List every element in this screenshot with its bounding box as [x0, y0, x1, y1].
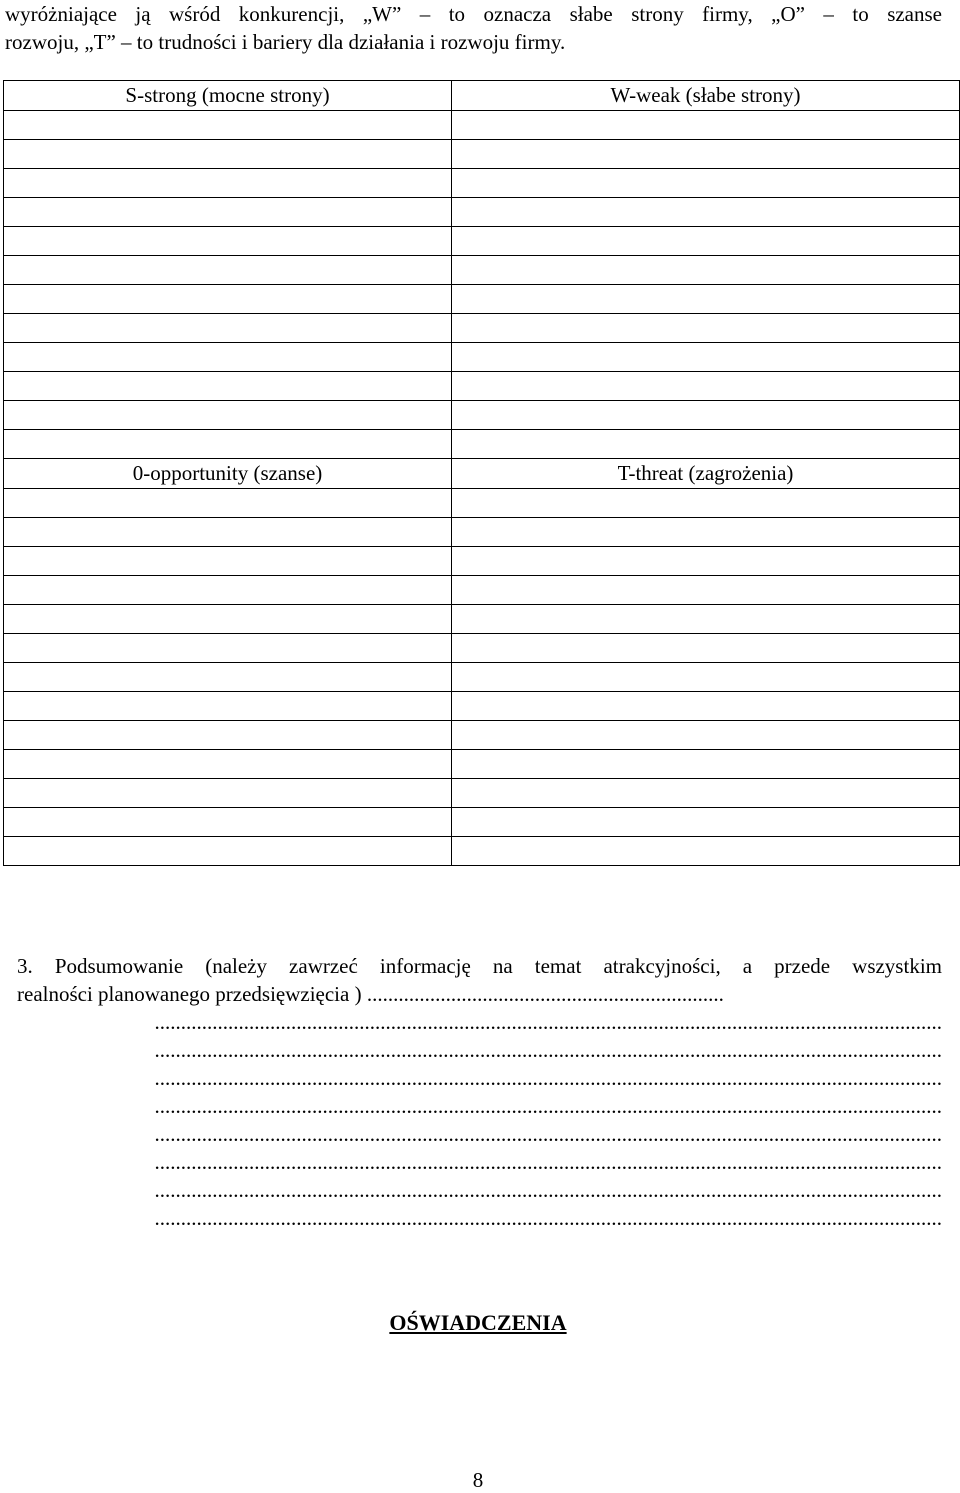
weak-cell[interactable] [452, 111, 960, 140]
weak-cell[interactable] [452, 227, 960, 256]
weak-cell[interactable] [452, 285, 960, 314]
swot-header-row-ot [4, 459, 960, 489]
swot-header-row-sw [4, 81, 960, 111]
opportunity-cell[interactable] [4, 634, 452, 663]
intro-line-2: rozwoju, „T” – to trudności i bariery dla działania i rozwoju firmy. [5, 30, 566, 54]
strong-cell[interactable] [4, 198, 452, 227]
threat-cell[interactable] [452, 692, 960, 721]
swot-row [4, 227, 960, 256]
dotted-answer-line[interactable]: ...................................................................................................................................................... [154, 1122, 942, 1146]
opportunity-cell[interactable] [4, 779, 452, 808]
swot-row [4, 518, 960, 547]
swot-row [4, 111, 960, 140]
strong-cell[interactable] [4, 343, 452, 372]
threat-cell[interactable] [452, 808, 960, 837]
opportunity-cell[interactable] [4, 721, 452, 750]
strong-cell[interactable] [4, 430, 452, 459]
threat-header: T-threat (zagrożenia) [452, 459, 960, 489]
swot-row [4, 401, 960, 430]
dotted-answer-line[interactable]: ...................................................................................................................................................... [154, 1178, 942, 1202]
summary-line-1: 3. Podsumowanie (należy zawrzeć informację na temat atrakcyjności, a przede wszystkim [17, 954, 942, 978]
swot-row [4, 750, 960, 779]
strong-cell[interactable] [4, 111, 452, 140]
weak-cell[interactable] [452, 343, 960, 372]
threat-cell[interactable] [452, 779, 960, 808]
swot-row [4, 314, 960, 343]
strong-cell[interactable] [4, 401, 452, 430]
dotted-answer-line[interactable]: ...................................................................................................................................................... [154, 1066, 942, 1090]
swot-row [4, 547, 960, 576]
opportunity-cell[interactable] [4, 576, 452, 605]
opportunity-cell[interactable] [4, 547, 452, 576]
threat-cell[interactable] [452, 663, 960, 692]
opportunity-cell[interactable] [4, 750, 452, 779]
intro-paragraph [5, 0, 942, 56]
swot-row [4, 634, 960, 663]
opportunity-cell[interactable] [4, 808, 452, 837]
weak-cell[interactable] [452, 169, 960, 198]
dotted-answer-line[interactable]: ...................................................................................................................................................... [154, 1038, 942, 1062]
swot-row [4, 343, 960, 372]
swot-row [4, 372, 960, 401]
section-heading: OŚWIADCZENIA [389, 1310, 567, 1335]
swot-row [4, 721, 960, 750]
summary-line-2: realności planowanego przedsięwzięcia ) .................................................................... [17, 982, 724, 1006]
threat-cell[interactable] [452, 605, 960, 634]
swot-row [4, 430, 960, 459]
dotted-answer-line[interactable]: ...................................................................................................................................................... [154, 1206, 942, 1230]
swot-row [4, 285, 960, 314]
opportunity-cell[interactable] [4, 837, 452, 866]
opportunity-cell[interactable] [4, 605, 452, 634]
threat-cell[interactable] [452, 547, 960, 576]
page-number: 8 [472, 1468, 484, 1492]
swot-row [4, 663, 960, 692]
opportunity-cell[interactable] [4, 489, 452, 518]
strong-cell[interactable] [4, 314, 452, 343]
swot-row [4, 140, 960, 169]
weak-header: W-weak (słabe strony) [452, 81, 960, 111]
weak-cell[interactable] [452, 314, 960, 343]
swot-row [4, 605, 960, 634]
strong-cell[interactable] [4, 140, 452, 169]
threat-cell[interactable] [452, 750, 960, 779]
strong-header: S-strong (mocne strony) [4, 81, 452, 111]
swot-row [4, 198, 960, 227]
swot-row [4, 576, 960, 605]
opportunity-cell[interactable] [4, 692, 452, 721]
opportunity-cell[interactable] [4, 663, 452, 692]
threat-cell[interactable] [452, 576, 960, 605]
strong-cell[interactable] [4, 256, 452, 285]
weak-cell[interactable] [452, 430, 960, 459]
opportunity-cell[interactable] [4, 518, 452, 547]
threat-cell[interactable] [452, 634, 960, 663]
strong-cell[interactable] [4, 169, 452, 198]
swot-row [4, 779, 960, 808]
swot-row [4, 808, 960, 837]
dotted-answer-line[interactable]: ...................................................................................................................................................... [154, 1094, 942, 1118]
threat-cell[interactable] [452, 518, 960, 547]
threat-cell[interactable] [452, 489, 960, 518]
swot-row [4, 692, 960, 721]
summary-section [17, 952, 942, 1232]
weak-cell[interactable] [452, 401, 960, 430]
intro-line-1: wyróżniające ją wśród konkurencji, „W” – to oznacza słabe strony firmy, „O” – to szanse [5, 2, 942, 26]
dotted-answer-line[interactable]: ...................................................................................................................................................... [154, 1010, 942, 1034]
strong-cell[interactable] [4, 227, 452, 256]
weak-cell[interactable] [452, 198, 960, 227]
weak-cell[interactable] [452, 256, 960, 285]
weak-cell[interactable] [452, 372, 960, 401]
strong-cell[interactable] [4, 285, 452, 314]
swot-row [4, 169, 960, 198]
dotted-answer-line[interactable]: ...................................................................................................................................................... [154, 1150, 942, 1174]
swot-table [3, 80, 960, 866]
swot-row [4, 489, 960, 518]
strong-cell[interactable] [4, 372, 452, 401]
threat-cell[interactable] [452, 721, 960, 750]
swot-row [4, 837, 960, 866]
threat-cell[interactable] [452, 837, 960, 866]
weak-cell[interactable] [452, 140, 960, 169]
swot-row [4, 256, 960, 285]
opportunity-header: 0-opportunity (szanse) [4, 459, 452, 489]
